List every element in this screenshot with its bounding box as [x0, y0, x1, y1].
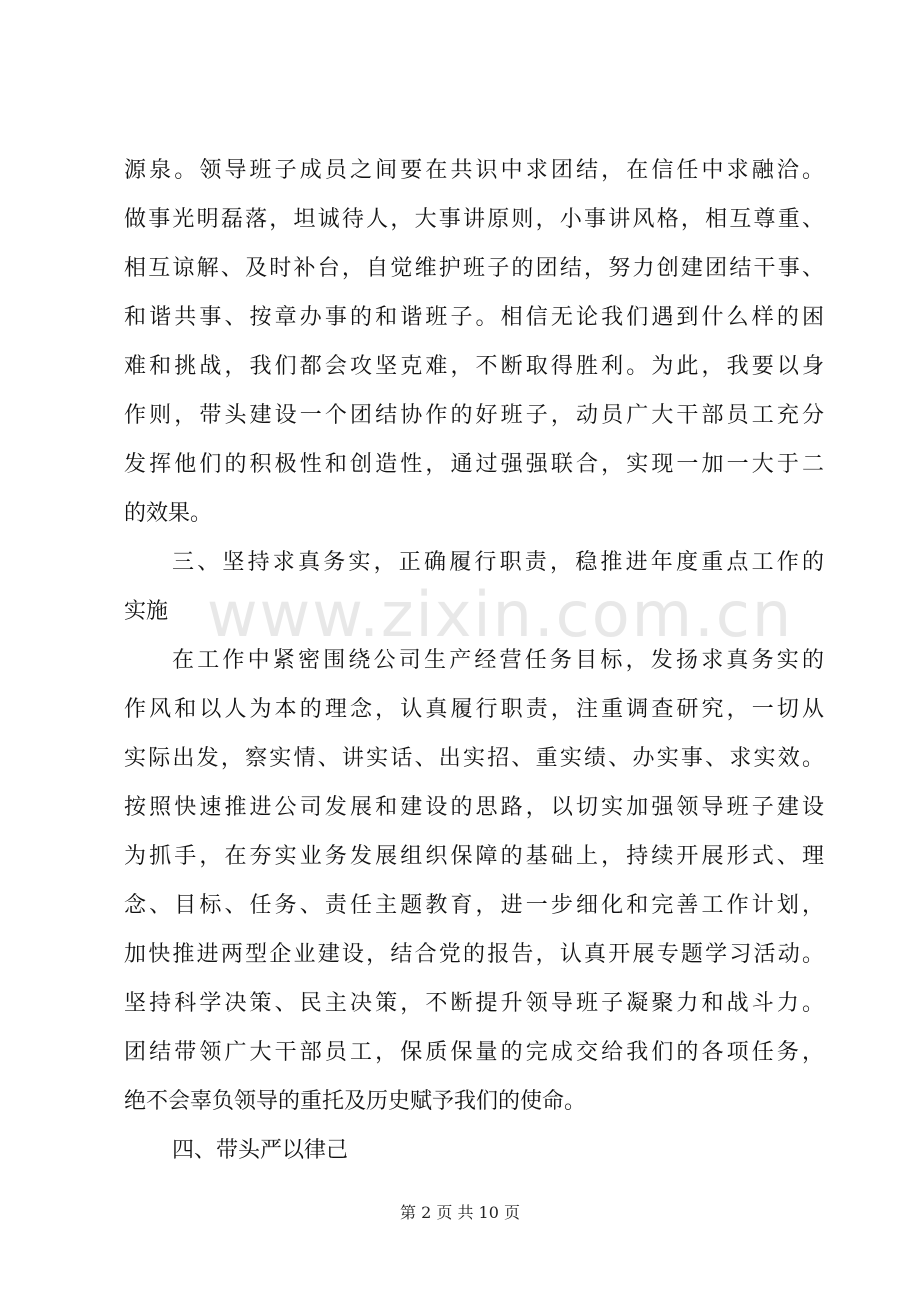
text-line: 相互谅解、及时补台，自觉维护班子的团结，努力创建团结干事、 — [124, 256, 824, 281]
text-line: 作风和以人为本的理念，认真履行职责，注重调查研究，一切从 — [124, 697, 824, 722]
text-line: 三、坚持求真务实，正确履行职责，稳推进年度重点工作的 — [172, 550, 824, 575]
text-line: 按照快速推进公司发展和建设的思路，以切实加强领导班子建设 — [124, 795, 824, 820]
text-line: 发挥他们的积极性和创造性，通过强强联合，实现一加一大于二 — [124, 452, 824, 477]
text-line: 难和挑战，我们都会攻坚克难，不断取得胜利。为此，我要以身 — [124, 354, 824, 379]
document-body — [124, 146, 824, 1175]
text-line: 为抓手，在夯实业务发展组织保障的基础上，持续开展形式、理 — [124, 844, 824, 869]
text-line: 实施 — [124, 599, 169, 624]
text-line: 四、带头严以律己 — [172, 1138, 349, 1163]
text-line: 团结带领广大干部员工，保质保量的完成交给我们的各项任务， — [124, 1040, 824, 1065]
watermark: www.zixin.com.cn — [206, 578, 794, 651]
text-line: 绝不会辜负领导的重托及历史赋予我们的使命。 — [124, 1089, 587, 1114]
text-line: 坚持科学决策、民主决策，不断提升领导班子凝聚力和战斗力。 — [124, 991, 824, 1016]
text-line: 作则，带头建设一个团结协作的好班子，动员广大干部员工充分 — [124, 403, 824, 428]
text-line: 和谐共事、按章办事的和谐班子。相信无论我们遇到什么样的困 — [124, 305, 824, 330]
text-line: 念、目标、任务、责任主题教育，进一步细化和完善工作计划， — [124, 893, 824, 918]
text-line: 的效果。 — [124, 501, 213, 526]
text-line: 加快推进两型企业建设，结合党的报告，认真开展专题学习活动。 — [124, 942, 824, 967]
text-line: 在工作中紧密围绕公司生产经营任务目标，发扬求真务实的 — [172, 648, 824, 673]
text-line: 实际出发，察实情、讲实话、出实招、重实绩、办实事、求实效。 — [124, 746, 824, 771]
page-footer: 第 2 页 共 10 页 — [400, 1203, 520, 1222]
text-line: 源泉。领导班子成员之间要在共识中求团结，在信任中求融洽。 — [124, 158, 824, 183]
text-line: 做事光明磊落，坦诚待人，大事讲原则，小事讲风格，相互尊重、 — [124, 207, 824, 232]
